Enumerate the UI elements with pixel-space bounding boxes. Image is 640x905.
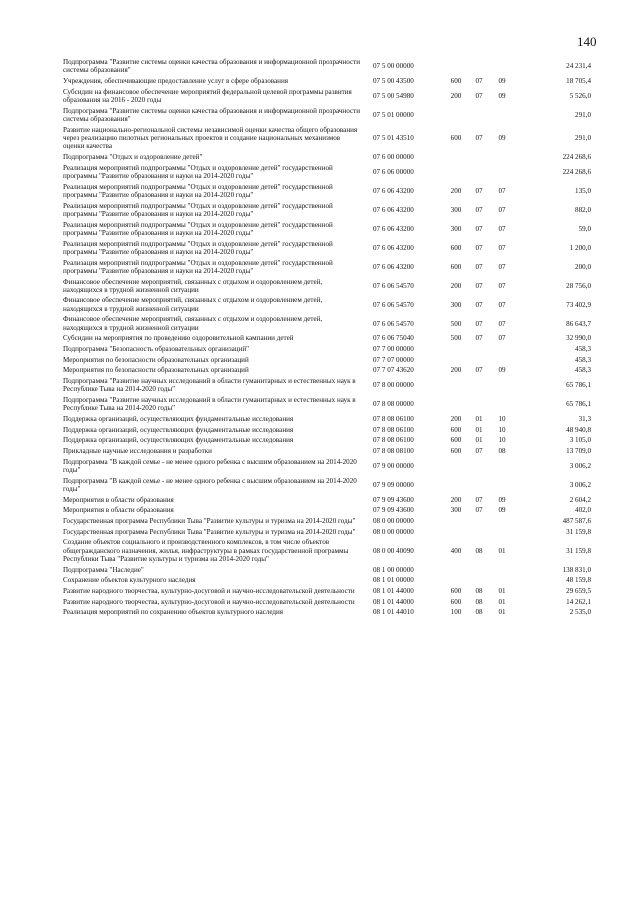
row-code: 08 1 01 44010 [373, 608, 414, 617]
row-name: Субсидии на мероприятия по проведению оздоровительной кампании детей [63, 334, 294, 343]
row-sum: 2 604,2 [569, 495, 591, 504]
table-row [63, 344, 591, 355]
row-section [467, 344, 491, 355]
row-expense-type: 300 [450, 300, 462, 309]
row-sum: 5 526,0 [569, 91, 591, 100]
row-subsection [491, 516, 513, 527]
row-expense-type: 600 [450, 586, 462, 595]
row-expense-type [445, 516, 467, 527]
row-code: 07 9 09 00000 [373, 480, 414, 489]
row-subsection: 09 [498, 366, 506, 375]
row-name: Подпрограмма "Отдых и оздоровление детей" [63, 153, 203, 162]
row-subsection: 09 [498, 134, 506, 143]
row-sum: 3 105,0 [569, 436, 591, 445]
row-name: Развитие народного творчества, культурно-досуговой и научно-исследовательской деятельности [63, 597, 355, 606]
row-code: 07 9 09 43600 [373, 495, 414, 504]
row-code: 08 1 01 44000 [373, 586, 414, 595]
row-section [467, 516, 491, 527]
row-sum: 13 709,0 [566, 447, 591, 456]
row-name: Мероприятия по безопасности образовательных организаций [63, 366, 249, 375]
row-name: Реализация мероприятий подпрограммы "Отдых и оздоровление детей" государственной программы "Развитие образования и науки на 2014-2020 годы" [63, 258, 333, 275]
row-code: 07 8 08 06100 [373, 425, 414, 434]
row-subsection: 07 [498, 300, 506, 309]
table-row [63, 435, 591, 446]
row-name: Финансовое обеспечение мероприятий, связанных с отдыхом и оздоровлением детей, находящихся в трудной жизненной ситуации [63, 296, 323, 313]
row-section: 07 [475, 334, 483, 343]
row-subsection: 07 [498, 281, 506, 290]
row-expense-type: 600 [450, 447, 462, 456]
row-subsection: 01 [498, 608, 506, 617]
row-code: 07 8 08 06100 [373, 415, 414, 424]
row-name: Развитие народного творчества, культурно-досуговой и научно-исследовательской деятельности [63, 586, 355, 595]
row-subsection: 10 [498, 425, 506, 434]
budget-table-body [63, 57, 591, 618]
row-expense-type [445, 376, 467, 395]
row-subsection: 07 [498, 186, 506, 195]
row-expense-type: 200 [450, 415, 462, 424]
row-expense-type: 600 [450, 425, 462, 434]
row-code: 07 9 00 00000 [373, 461, 414, 470]
row-sum: 31,3 [578, 415, 591, 424]
row-expense-type [445, 106, 467, 125]
row-name: Финансовое обеспечение мероприятий, связанных с отдыхом и оздоровлением детей, находящихся в трудной жизненной ситуации [63, 315, 323, 332]
row-subsection [491, 106, 513, 125]
row-expense-type [445, 395, 467, 414]
row-code: 07 7 07 00000 [373, 355, 414, 364]
row-subsection: 09 [498, 91, 506, 100]
row-expense-type [445, 564, 467, 575]
row-sum: 458,3 [575, 345, 591, 354]
row-sum: 291,0 [575, 110, 591, 119]
row-section: 07 [475, 319, 483, 328]
row-section [467, 575, 491, 586]
row-section [467, 376, 491, 395]
row-expense-type: 600 [450, 597, 462, 606]
row-name: Подпрограмма "Наследие" [63, 565, 144, 574]
row-code: 07 6 00 00000 [373, 153, 414, 162]
row-sum: 487 587,6 [562, 517, 591, 526]
table-row [63, 57, 591, 76]
row-expense-type [445, 163, 467, 182]
row-name: Реализация мероприятий подпрограммы "Отдых и оздоровление детей" государственной программы "Развитие образования и науки на 2014-2020 годы" [63, 163, 333, 180]
row-name: Поддержка организаций, осуществляющих фундаментальные исследования [63, 436, 294, 445]
table-row [63, 314, 591, 333]
row-section: 08 [475, 608, 483, 617]
table-row [63, 446, 591, 457]
table-row [63, 365, 591, 376]
row-section: 07 [475, 205, 483, 214]
row-name: Реализация мероприятий подпрограммы "Отдых и оздоровление детей" государственной программы "Развитие образования и науки на 2014-2020 годы" [63, 239, 333, 256]
row-code: 07 6 06 43200 [373, 205, 414, 214]
row-expense-type [445, 344, 467, 355]
row-expense-type [445, 476, 467, 495]
row-name: Подпрограмма "Развитие системы оценки качества образования и информационной прозрачности системы образования" [63, 58, 360, 75]
row-section: 07 [475, 243, 483, 252]
table-row [63, 494, 591, 505]
row-section: 07 [475, 447, 483, 456]
row-code: 07 8 00 00000 [373, 381, 414, 390]
table-row [63, 425, 591, 436]
table-row [63, 219, 591, 238]
row-section: 07 [475, 262, 483, 271]
row-section [467, 355, 491, 366]
row-section: 07 [475, 300, 483, 309]
row-name: Реализация мероприятий подпрограммы "Отдых и оздоровление детей" государственной программы "Развитие образования и науки на 2014-2020 годы" [63, 182, 333, 199]
table-row [63, 596, 591, 607]
row-expense-type: 200 [450, 495, 462, 504]
row-expense-type: 500 [450, 319, 462, 328]
row-subsection: 01 [498, 586, 506, 595]
row-code: 08 1 00 00000 [373, 565, 414, 574]
row-code: 07 5 00 54980 [373, 91, 414, 100]
row-subsection [491, 355, 513, 366]
row-expense-type: 200 [450, 281, 462, 290]
row-name: Подпрограмма "В каждой семье - не менее одного ребенка с высшим образованием на 2014-2020 годы" [63, 476, 357, 493]
row-expense-type: 600 [450, 243, 462, 252]
table-row [63, 505, 591, 516]
table-row [63, 295, 591, 314]
table-row [63, 586, 591, 597]
table-row [63, 125, 591, 152]
row-expense-type: 600 [450, 262, 462, 271]
row-subsection [491, 57, 513, 76]
row-code: 07 5 00 00000 [373, 62, 414, 71]
row-section: 08 [475, 597, 483, 606]
row-sum: 48 159,8 [566, 576, 591, 585]
table-row [63, 516, 591, 527]
row-section [467, 152, 491, 163]
row-section: 01 [475, 415, 483, 424]
row-code: 07 5 00 43500 [373, 77, 414, 86]
table-row [63, 537, 591, 564]
row-name: Реализация мероприятий по сохранению объектов культурного наследия [63, 608, 284, 617]
row-subsection: 01 [498, 597, 506, 606]
row-section [467, 57, 491, 76]
row-name: Подпрограмма "Развитие системы оценки качества образования и информационной прозрачности системы образования" [63, 106, 360, 124]
row-name: Мероприятия в области образования [63, 506, 174, 515]
row-sum: 200,0 [575, 262, 591, 271]
row-sum: 224 268,6 [562, 167, 591, 176]
row-sum: 31 159,8 [566, 546, 591, 555]
row-section: 07 [475, 91, 483, 100]
row-code: 07 7 07 43620 [373, 366, 414, 375]
table-row [63, 163, 591, 182]
table-row [63, 575, 591, 586]
row-name: Развитие национально-региональной системы независимой оценки качества общего образования через реализацию пилотных региональных проектов и создание национальных механизмов оценки качества [63, 125, 358, 151]
row-name: Финансовое обеспечение мероприятий, связанных с отдыхом и оздоровлением детей, находящихся в трудной жизненной ситуации [63, 277, 323, 294]
row-section [467, 527, 491, 538]
row-expense-type [445, 355, 467, 366]
row-sum: 73 402,9 [566, 300, 591, 309]
row-sum: 3 006,2 [569, 480, 591, 489]
row-sum: 458,3 [575, 366, 591, 375]
row-subsection: 10 [498, 436, 506, 445]
row-expense-type: 200 [450, 186, 462, 195]
row-subsection [491, 395, 513, 414]
row-name: Прикладные научные исследования и разработки [63, 447, 212, 456]
table-row [63, 395, 591, 414]
row-expense-type: 400 [450, 546, 462, 555]
row-code: 07 6 06 75040 [373, 334, 414, 343]
row-sum: 59,0 [578, 224, 591, 233]
row-subsection [491, 575, 513, 586]
table-row [63, 106, 591, 125]
row-subsection [491, 457, 513, 476]
row-subsection: 07 [498, 243, 506, 252]
table-row [63, 564, 591, 575]
table-row [63, 181, 591, 200]
row-sum: 28 756,0 [566, 281, 591, 290]
row-subsection [491, 163, 513, 182]
row-sum: 224 268,6 [562, 153, 591, 162]
row-expense-type: 200 [450, 366, 462, 375]
row-sum: 24 231,4 [566, 62, 591, 71]
page-number: 140 [577, 34, 597, 49]
row-sum: 48 940,8 [566, 425, 591, 434]
row-section: 07 [475, 495, 483, 504]
row-subsection [491, 344, 513, 355]
row-sum: 2 535,0 [569, 608, 591, 617]
row-sum: 402,0 [575, 506, 591, 515]
row-name: Сохранение объектов культурного наследия [63, 576, 196, 585]
row-expense-type: 600 [450, 77, 462, 86]
row-name: Создание объектов социального и производственного комплексов, в том числе объектов общегражданского назначения, жилья, инфраструктуры в рамках государственной программы Республики Тыва "Развитие культуры и туризма на 2014-2020 годы" [63, 538, 349, 563]
row-code: 08 1 01 00000 [373, 576, 414, 585]
row-sum: 1 200,0 [569, 243, 591, 252]
row-expense-type: 500 [450, 334, 462, 343]
row-subsection: 01 [498, 546, 506, 555]
row-name: Подпрограмма "В каждой семье - не менее одного ребенка с высшим образованием на 2014-2020 годы" [63, 457, 357, 475]
row-code: 07 6 06 43200 [373, 243, 414, 252]
row-name: Реализация мероприятий подпрограммы "Отдых и оздоровление детей" государственной программы "Развитие образования и науки на 2014-2020 годы" [63, 201, 333, 218]
table-row [63, 257, 591, 276]
row-expense-type [445, 152, 467, 163]
row-name: Субсидии на финансовое обеспечение мероприятий федеральной целевой программы развития образования на 2016 - 2020 годы [63, 87, 352, 105]
row-section [467, 564, 491, 575]
table-row [63, 457, 591, 476]
row-name: Реализация мероприятий подпрограммы "Отдых и оздоровление детей" государственной программы "Развитие образования и науки на 2014-2020 годы" [63, 220, 333, 237]
row-section: 08 [475, 586, 483, 595]
row-subsection: 07 [498, 262, 506, 271]
row-name: Государственная программа Республики Тыва "Развитие культуры и туризма на 2014-2020 годы" [63, 517, 356, 526]
row-section: 07 [475, 186, 483, 195]
row-code: 07 7 00 00000 [373, 345, 414, 354]
row-subsection [491, 527, 513, 538]
row-name: Поддержка организаций, осуществляющих фундаментальные исследования [63, 425, 294, 434]
row-code: 07 8 08 08100 [373, 447, 414, 456]
row-subsection: 07 [498, 224, 506, 233]
row-code: 07 5 01 43510 [373, 134, 414, 143]
row-sum: 65 786,1 [566, 400, 591, 409]
table-row [63, 238, 591, 257]
row-section [467, 163, 491, 182]
row-sum: 29 659,5 [566, 586, 591, 595]
row-expense-type [445, 457, 467, 476]
row-code: 08 0 00 40090 [373, 546, 414, 555]
row-expense-type: 200 [450, 91, 462, 100]
row-expense-type: 600 [450, 436, 462, 445]
row-sum: 3 006,2 [569, 461, 591, 470]
row-code: 07 6 06 54570 [373, 281, 414, 290]
row-section: 07 [475, 506, 483, 515]
table-row [63, 200, 591, 219]
row-code: 07 5 01 00000 [373, 110, 414, 119]
row-section: 01 [475, 425, 483, 434]
table-row [63, 607, 591, 618]
row-expense-type: 300 [450, 506, 462, 515]
row-sum: 65 786,1 [566, 381, 591, 390]
row-sum: 32 990,0 [566, 334, 591, 343]
row-sum: 135,0 [575, 186, 591, 195]
table-row [63, 414, 591, 425]
row-subsection: 09 [498, 495, 506, 504]
row-code: 07 8 08 06100 [373, 436, 414, 445]
row-expense-type: 300 [450, 224, 462, 233]
row-expense-type [445, 527, 467, 538]
row-name: Учреждения, обеспечивающие предоставление услуг в сфере образования [63, 77, 289, 86]
row-section [467, 457, 491, 476]
row-section [467, 395, 491, 414]
row-sum: 882,0 [575, 205, 591, 214]
row-expense-type [445, 575, 467, 586]
row-expense-type [445, 57, 467, 76]
row-section [467, 476, 491, 495]
row-subsection: 08 [498, 447, 506, 456]
row-code: 07 6 06 43200 [373, 262, 414, 271]
row-subsection: 07 [498, 319, 506, 328]
row-name: Мероприятия по безопасности образовательных организаций [63, 355, 249, 364]
table-row [63, 152, 591, 163]
table-row [63, 476, 591, 495]
row-subsection [491, 564, 513, 575]
row-expense-type: 300 [450, 205, 462, 214]
row-code: 08 0 00 00000 [373, 517, 414, 526]
row-subsection [491, 476, 513, 495]
row-section: 07 [475, 281, 483, 290]
row-section: 07 [475, 224, 483, 233]
row-name: Подпрограмма "Безопасность образовательных организаций" [63, 345, 250, 354]
row-sum: 14 262,1 [566, 597, 591, 606]
row-code: 08 0 00 00000 [373, 527, 414, 536]
row-sum: 86 643,7 [566, 319, 591, 328]
row-section: 07 [475, 77, 483, 86]
row-subsection [491, 152, 513, 163]
row-expense-type: 600 [450, 134, 462, 143]
table-row [63, 355, 591, 366]
row-sum: 458,3 [575, 355, 591, 364]
table-row [63, 527, 591, 538]
row-sum: 18 705,4 [566, 77, 591, 86]
row-subsection: 10 [498, 415, 506, 424]
row-subsection [491, 376, 513, 395]
row-section [467, 106, 491, 125]
table-row [63, 87, 591, 106]
row-code: 07 6 06 00000 [373, 167, 414, 176]
budget-table [63, 57, 591, 618]
table-row [63, 376, 591, 395]
row-code: 08 1 01 44000 [373, 597, 414, 606]
row-section: 07 [475, 134, 483, 143]
row-subsection: 09 [498, 506, 506, 515]
table-row [63, 276, 591, 295]
row-sum: 291,0 [575, 134, 591, 143]
row-subsection: 07 [498, 205, 506, 214]
table-row [63, 76, 591, 87]
row-expense-type: 100 [450, 608, 462, 617]
row-name: Поддержка организаций, осуществляющих фундаментальные исследования [63, 415, 294, 424]
row-code: 07 6 06 43200 [373, 186, 414, 195]
row-sum: 31 159,8 [566, 527, 591, 536]
row-code: 07 6 06 54570 [373, 319, 414, 328]
row-code: 07 8 08 00000 [373, 400, 414, 409]
row-name: Подпрограмма "Развитие научных исследований в области гуманитарных и естественных наук в Республике Тыва на 2014-2020 годы" [63, 396, 356, 413]
row-subsection: 09 [498, 77, 506, 86]
row-name: Мероприятия в области образования [63, 495, 174, 504]
row-section: 01 [475, 436, 483, 445]
row-sum: 138 831,0 [562, 565, 591, 574]
row-code: 07 6 06 54570 [373, 300, 414, 309]
row-section: 08 [475, 546, 483, 555]
row-subsection: 07 [498, 334, 506, 343]
row-section: 07 [475, 366, 483, 375]
row-code: 07 6 06 43200 [373, 224, 414, 233]
table-row [63, 333, 591, 344]
row-code: 07 9 09 43600 [373, 506, 414, 515]
row-name: Государственная программа Республики Тыва "Развитие культуры и туризма на 2014-2020 годы" [63, 527, 356, 536]
row-name: Подпрограмма "Развитие научных исследований в области гуманитарных и естественных наук в Республике Тыва на 2014-2020 годы" [63, 377, 356, 394]
